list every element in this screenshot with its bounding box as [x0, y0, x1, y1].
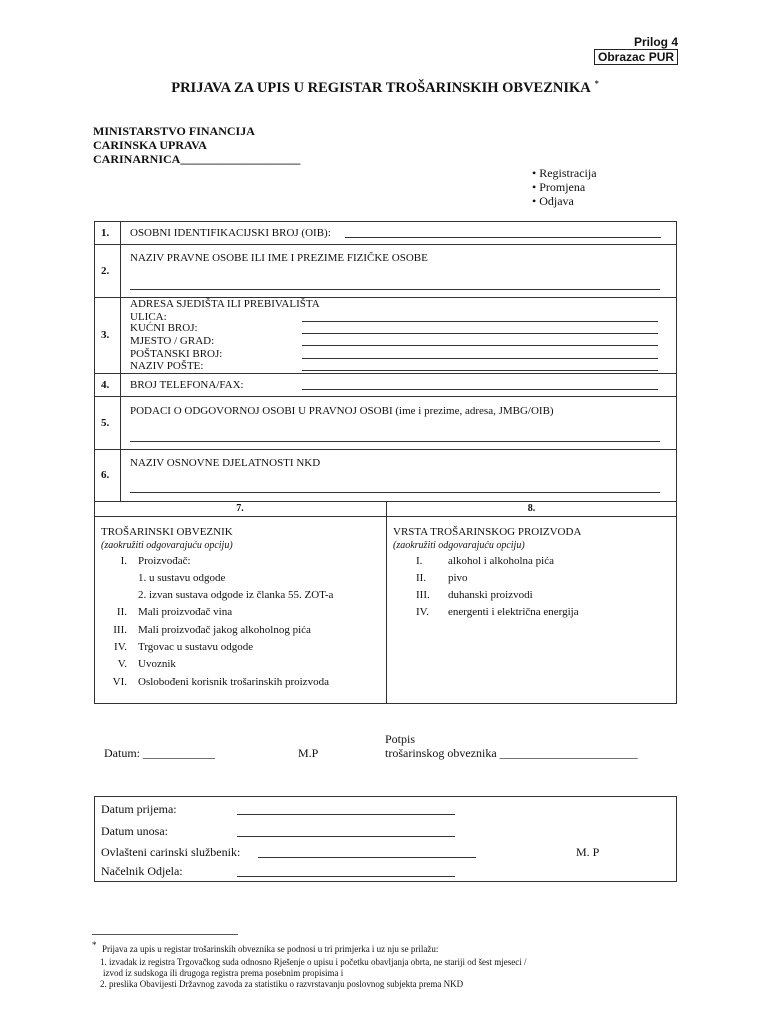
footnote-separator: [92, 934, 238, 935]
office-seal-label: M. P: [576, 845, 600, 859]
attachment-label: Prilog 4: [633, 35, 678, 49]
product-option[interactable]: energenti i električna energija: [448, 606, 579, 618]
product-option[interactable]: duhanski proizvodi: [448, 589, 533, 601]
product-option-number: IV.: [416, 606, 429, 618]
product-option[interactable]: alkohol i alkoholna pića: [448, 555, 554, 567]
product-hint: (zaokružiti odgovarajuću opciju): [393, 540, 525, 551]
row-number-1: 1.: [101, 227, 110, 239]
obligor-option[interactable]: 2. izvan sustava odgode iz članka 55. ZOT-a: [138, 589, 334, 601]
obligor-option[interactable]: 1. u sustavu odgode: [138, 572, 226, 584]
footnote-line-1: Prijava za upis u registar trošarinskih obveznika se podnosi u tri primjerka i uz nju se prilažu:: [102, 944, 439, 954]
option-change[interactable]: • Promjena: [532, 180, 586, 194]
title-footnote-mark: *: [594, 79, 599, 88]
option-deregistration[interactable]: • Odjava: [532, 194, 574, 208]
row-separator: [94, 244, 677, 245]
product-option-number: I.: [416, 555, 423, 567]
product-title: VRSTA TROŠARINSKOG PROIZVODA: [393, 526, 582, 538]
department-head-label: Načelnik Odjela:: [101, 864, 183, 878]
obligor-option-number: IV.: [114, 641, 127, 653]
activity-label: NAZIV OSNOVNE DJELATNOSTI NKD: [130, 457, 321, 469]
obligor-option[interactable]: Uvoznik: [138, 658, 176, 670]
authority-customs: CARINSKA UPRAVA: [93, 138, 207, 152]
authority-ministry: MINISTARSTVO FINANCIJA: [93, 124, 255, 138]
page-title: PRIJAVA ZA UPIS U REGISTAR TROŠARINSKIH OBVEZNIKA *: [171, 79, 599, 96]
row-number-3: 3.: [101, 329, 110, 341]
obligor-title: TROŠARINSKI OBVEZNIK: [101, 526, 233, 538]
row-separator: [94, 449, 677, 450]
row-number-4: 4.: [101, 379, 110, 391]
row-number-5: 5.: [101, 417, 110, 429]
name-label: NAZIV PRAVNE OSOBE ILI IME I PREZIME FIZIČKE OSOBE: [130, 252, 428, 264]
city-label: MJESTO / GRAD:: [130, 335, 215, 347]
row-separator: [94, 373, 677, 374]
street-input[interactable]: [302, 321, 658, 322]
obligor-option[interactable]: Mali proizvođač vina: [138, 606, 233, 618]
phone-input[interactable]: [302, 389, 658, 390]
obligor-option[interactable]: Trgovac u sustavu odgode: [138, 641, 254, 653]
name-input[interactable]: [130, 289, 660, 290]
obligor-option-number: V.: [117, 658, 127, 670]
activity-input[interactable]: [130, 492, 660, 493]
entry-date-input[interactable]: [237, 836, 455, 837]
footnote-mark: *: [92, 940, 97, 950]
house-number-label: KUĆNI BROJ:: [130, 322, 198, 334]
street-label: ULICA:: [130, 311, 167, 323]
postal-code-input[interactable]: [302, 358, 658, 359]
seal-label: M.P: [298, 746, 319, 760]
obligor-signature-field[interactable]: trošarinskog obveznika _______________________: [385, 746, 638, 760]
post-office-label: NAZIV POŠTE:: [130, 360, 204, 372]
receipt-date-input[interactable]: [237, 814, 455, 815]
section-number-8: 8.: [527, 503, 536, 514]
product-option-number: III.: [416, 589, 430, 601]
obligor-option-number: III.: [113, 624, 127, 636]
number-column-divider: [120, 221, 121, 501]
receipt-date-label: Datum prijema:: [101, 802, 177, 816]
section-number-7: 7.: [236, 503, 244, 514]
row-number-2: 2.: [101, 265, 110, 277]
footnote-line-3: izvod iz sudskoga ili drugoga registra prema posebnim propisima i: [103, 968, 344, 978]
oib-label: OSOBNI IDENTIFIKACIJSKI BROJ (OIB):: [130, 227, 331, 239]
house-number-input[interactable]: [302, 333, 658, 334]
row-number-6: 6.: [101, 469, 110, 481]
obligor-option-number: II.: [116, 606, 127, 618]
department-head-input[interactable]: [237, 876, 455, 877]
postal-code-label: POŠTANSKI BROJ:: [130, 348, 223, 360]
city-input[interactable]: [302, 345, 658, 346]
entry-date-label: Datum unosa:: [101, 824, 168, 838]
customs-officer-input[interactable]: [258, 857, 476, 858]
post-office-input[interactable]: [302, 370, 658, 371]
section-divider: [386, 501, 387, 704]
form-code: Obrazac PUR: [594, 49, 678, 65]
customs-officer-label: Ovlašteni carinski službenik:: [101, 845, 241, 859]
option-registration[interactable]: • Registracija: [532, 166, 597, 180]
responsible-person-label: PODACI O ODGOVORNOJ OSOBI U PRAVNOJ OSOBI (ime i prezime, adresa, JMBG/OIB): [130, 405, 554, 417]
obligor-option[interactable]: Oslobođeni korisnik trošarinskih proizvoda: [138, 676, 329, 688]
responsible-person-input[interactable]: [130, 441, 660, 442]
address-label: ADRESA SJEDIŠTA ILI PREBIVALIŠTA: [130, 298, 320, 310]
obligor-option[interactable]: Mali proizvođač jakog alkoholnog pića: [138, 624, 311, 636]
product-option[interactable]: pivo: [448, 572, 468, 584]
obligor-option-number: VI.: [112, 676, 127, 688]
footnote-line-2: 1. izvadak iz registra Trgovačkog suda odnosno Rješenje o upisu i početku obavljanja obrta, ne stariji od šest mjeseci /: [100, 957, 527, 967]
obligor-hint: (zaokružiti odgovarajuću opciju): [101, 540, 233, 551]
row-separator: [94, 396, 677, 397]
date-field[interactable]: Datum: ____________: [104, 746, 215, 760]
footnote-line-4: 2. preslika Obavijesti Državnog zavoda za statistiku o razvrstavanju poslovnog subjekta prema NKD: [100, 979, 464, 989]
obligor-option[interactable]: Proizvođač:: [138, 555, 191, 567]
obligor-option-number: I.: [120, 555, 127, 567]
authority-office: CARINARNICA____________________: [93, 152, 301, 166]
oib-input[interactable]: [345, 237, 661, 238]
product-option-number: II.: [416, 572, 427, 584]
phone-label: BROJ TELEFONA/FAX:: [130, 379, 244, 391]
signature-label: Potpis: [385, 732, 416, 746]
